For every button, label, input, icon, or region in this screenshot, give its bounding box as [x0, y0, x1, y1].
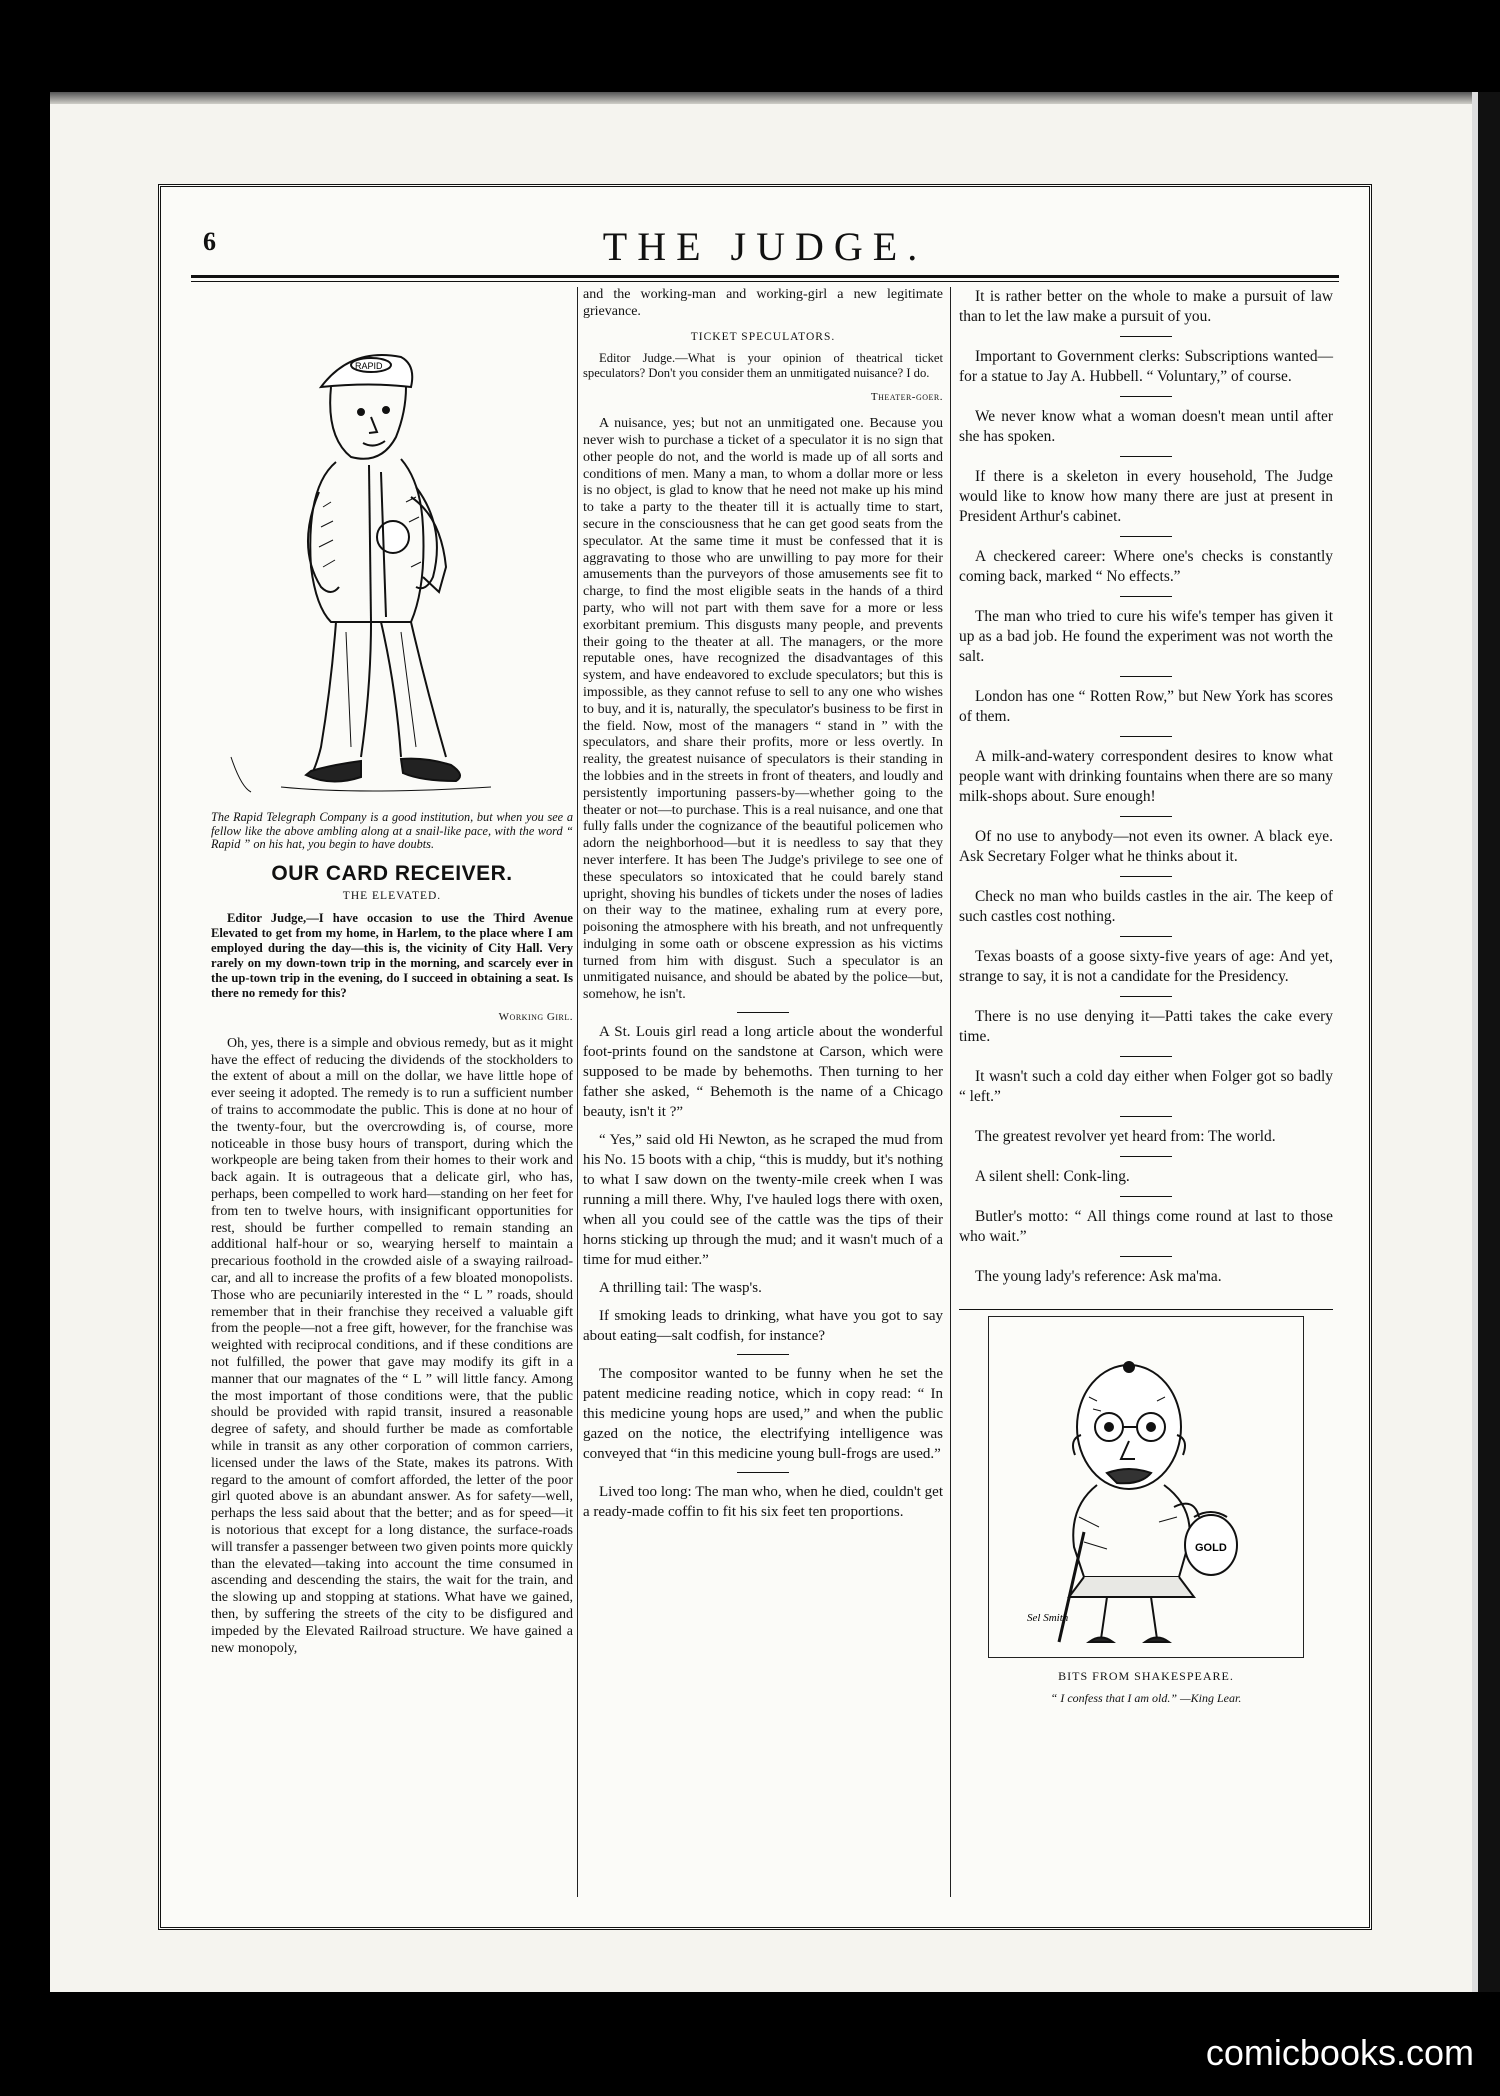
- short-rule: [1120, 396, 1172, 397]
- masthead-rule: [191, 275, 1339, 282]
- reply-elevated: Oh, yes, there is a simple and obvious remedy, but as it might have the effect of reducing the dividends of the stockholders to the extent of about a mill on the dollar, we have little hope of ever seeing it adopted. The remedy is to run a sufficient number of trains to accommodate the public. This is done at no hour of the twenty-four, but the overcrowding is, of course, more noticeable in those busy hours of transport, during which the workpeople are being taken from their homes to their work and back again. It is outrageous that a delicate girl, who has, perhaps, been compelled to work hard—standing on her feet for from ten to twelve hours, with insignificant opportunities for rest, should be further compelled to remain standing an additional half-hour or so, wearying herself to maintain a precarious foothold in the crowded aisle of a swaying railroad-car, and all to increase the profits of a few bloated monopolists. Those who are pecuniarily interested in the “ L ” roads, should remember that in their franchise they received a valuable gift from the people—not a free gift, however, for the franchise was weighted with reciprocal conditions, and if these conditions are not fulfilled, the power that gave may modify its gift in a manner that our magnates of the “ L ” will little fancy. Among the most important of those conditions were, that the public should be provided with rapid transit, insured a reasonable degree of safety, and should further be made as comfortable while in transit as any other corporation of common carriers, licensed under the laws of the State, makes its patrons. With regard to the amount of comfort afforded, the letter of the poor girl quoted above is an abundant answer. As for safety—well, perhaps the less said about that the better; and as for speed—it is notorious that except for a long distance, the surface-roads will transfer a passenger between two given points more quickly than the elevated—taking into account the time consumed in ascending and descending the stairs, the wait for the train, and the slowing up and stopping at stations. What have we gained, then, by suffering the streets of the city to be disfigured and impeded by the Elevated Railroad structure. We have gained a new monopoly,: [211, 1035, 573, 1656]
- short-rule: [737, 1354, 789, 1355]
- short-rule: [1120, 336, 1172, 337]
- column-rule-2: [950, 287, 951, 1897]
- subhead-elevated: THE ELEVATED.: [342, 890, 442, 903]
- joke-item: Butler's motto: “ All things come round at last to those who wait.”: [959, 1208, 1333, 1245]
- site-watermark: comicbooks.com: [1205, 2032, 1474, 2073]
- joke-item: Check no man who builds castles in the air. The keep of such castles cost nothing.: [959, 888, 1333, 925]
- short-rule: [1120, 596, 1172, 597]
- short-rule: [1120, 936, 1172, 937]
- reply-speculators: A nuisance, yes; but not an unmitigated one. Because you never wish to purchase a ticket of a speculator it is no sign that other people do not, and the world is made up of all sorts and conditions of men. Many a man, to whom a dollar more or less is no object, is glad to know that he need not make up his mind to take a party to the theater till it is actually time to start, secure in the consciousness that he can get good seats from the speculator. At the same time it must be confessed that it is aggravating to those who are unwilling to pay more for their amusements than the purveyors of those amusements see fit to charge, to find the most eligible seats in the hands of a third party, who will not part with them save for a more or less exorbitant premium. This disgusts many people, and prevents their going to the theater at all. The managers, or the more reputable ones, have recognized the disadvantages of this system, and have endeavored to exclude speculators; but this is impossible, as they cannot refuse to sell to any one who wishes to buy, and it is, naturally, the speculator's business to be first in the field. Now, most of the managers “ stand in ” with the speculators, and share their profits, more or less overtly. In reality, the greatest nuisance of speculators is their standing in the lobbies and in the streets in front of theaters, and loudly and persistently importuning passers-by—whether going to the theater or not—to purchase. This is a real nuisance, and one that fully falls under the cognizance of the beautiful policemen who adorn the neighborhood—but it is needless to say that they never interfere. It has been The Judge's privilege to see one of these speculators so intoxicated that he could barely stand upright, shoving his bundles of tickets under the noses of ladies on their way to the matinee, exhaling rum at every pore, poisoning the atmosphere with his breath, and not unfrequently indulging in some oath or obscene expression as his victims turned from him with disgust. Such a speculator is an unmitigated nuisance, and should be abated by the police—but, somehow, he isn't.: [583, 416, 943, 1003]
- short-rule: [1120, 676, 1172, 677]
- joke-item: A silent shell: Conk-ling.: [975, 1168, 1130, 1185]
- joke-item: Of no use to anybody—not even its owner. A black eye. Ask Secretary Folger what he thinks about it.: [959, 828, 1333, 865]
- newspaper-page: [158, 184, 1372, 1930]
- cartoon-quote-king-lear: “ I confess that I am old.” —King Lear.: [1050, 1691, 1242, 1705]
- joke-item: It wasn't such a cold day either when Folger got so badly “ left.”: [959, 1068, 1333, 1105]
- section-title-card-receiver: OUR CARD RECEIVER.: [271, 861, 513, 885]
- telegraph-boy-cartoon: [211, 287, 573, 807]
- joke-item: The greatest revolver yet heard from: The world.: [975, 1128, 1276, 1145]
- signature-theater-goer: Theater-goer.: [870, 391, 943, 404]
- para-lived-too-long: Lived too long: The man who, when he died, couldn't get a ready-made coffin to fit his six feet ten proportions.: [583, 1484, 943, 1521]
- paper-top-shadow: [50, 92, 1472, 104]
- telegraph-caption: The Rapid Telegraph Company is a good institution, but when you see a fellow like the above ambling along at a snail-like pace, with the word “ Rapid ” on his hat, you begin to have doubts.: [211, 810, 573, 851]
- joke-item: The young lady's reference: Ask ma'ma.: [975, 1268, 1222, 1285]
- signature-working-girl: Working Girl.: [498, 1011, 573, 1024]
- next-page-strip: [1472, 92, 1500, 1992]
- artist-signature: Sel Smith: [1027, 1612, 1069, 1624]
- masthead: [161, 187, 1369, 271]
- joke-item: If there is a skeleton in every household, The Judge would like to know how many there are just at present in President Arthur's cabinet.: [959, 468, 1333, 525]
- short-rule: [1120, 1116, 1172, 1117]
- joke-item: We never know what a woman doesn't mean until after she has spoken.: [959, 408, 1333, 445]
- para-wasp: A thrilling tail: The wasp's.: [599, 1280, 762, 1297]
- telegraph-boy-illustration: [211, 287, 573, 807]
- para-codfish: If smoking leads to drinking, what have you got to say about eating—salt codfish, for instance?: [583, 1308, 943, 1345]
- short-rule: [1120, 536, 1172, 537]
- short-rule: [1120, 1196, 1172, 1197]
- column-3: [959, 287, 1333, 1708]
- cartoon-caption-bits-from-shakespeare: BITS FROM SHAKESPEARE.: [1058, 1669, 1234, 1683]
- joke-item: A milk-and-watery correspondent desires to know what people want with drinking fountains when there are so many milk-shops about. Sure enough!: [959, 748, 1333, 805]
- old-man-caricature: [989, 1317, 1303, 1657]
- joke-item: Texas boasts of a goose sixty-five years of age: And yet, strange to say, it is not a candidate for the Presidency.: [959, 948, 1333, 985]
- joke-item: There is no use denying it—Patti takes the cake every time.: [959, 1008, 1333, 1045]
- gold-bag-label: GOLD: [1195, 1542, 1227, 1554]
- para-st-louis: A St. Louis girl read a long article about the wonderful foot-prints found on the sandstone at Carson, which were supposed to be made by behemoths. Then turning to her father she asked, “ Behemoth is the name of a Chicago beauty, isn't it ?”: [583, 1024, 943, 1121]
- letter-elevated: Editor Judge,—I have occasion to use the Third Avenue Elevated to get from my home, in Harlem, to the place where I am employed during the day—this is, the vicinity of City Hall. Very rarely on my down-town trip in the morning, and scarcely ever in the up-town trip in the evening, do I succeed in obtaining a seat. Is there no remedy for this?: [211, 911, 573, 1001]
- short-rule: [1120, 1056, 1172, 1057]
- short-rule: [737, 1012, 789, 1013]
- continued-text: and the working-man and working-girl a new legitimate grievance.: [583, 287, 943, 319]
- subhead-ticket-speculators: TICKET SPECULATORS.: [690, 330, 836, 343]
- para-hi-newton: “ Yes,” said old Hi Newton, as he scraped the mud from his No. 15 boots with a chip, “this is muddy, but it's nothing to what I saw down on the twenty-mile creek when I was running a mill there. Why, I've hauled logs there with oxen, when all you could see of the cattle was the tips of their horns sticking up through the mud; and it wasn't much of a time for mud either.”: [583, 1132, 943, 1269]
- short-rule: [1120, 1256, 1172, 1257]
- page-number: 6: [203, 227, 216, 256]
- joke-item: It is rather better on the whole to make a pursuit of law than to let the law make a pursuit of you.: [959, 288, 1333, 325]
- short-rule: [1120, 1156, 1172, 1157]
- short-rule: [737, 1472, 789, 1473]
- column-rule-1: [577, 287, 578, 1897]
- joke-item: The man who tried to cure his wife's temper has given it up as a bad job. He found the experiment was not worth the salt.: [959, 608, 1333, 665]
- short-rule: [1120, 456, 1172, 457]
- short-rule: [1120, 996, 1172, 997]
- hat-label: RAPID: [355, 361, 383, 371]
- joke-item: London has one “ Rotten Row,” but New York has scores of them.: [959, 688, 1333, 725]
- column-1: [211, 287, 573, 1665]
- letter-speculators: Editor Judge.—What is your opinion of theatrical ticket speculators? Don't you consider them an unmitigated nuisance? I do.: [583, 351, 943, 381]
- short-rule: [1120, 816, 1172, 817]
- short-rule: [1120, 876, 1172, 877]
- short-rule: [1120, 736, 1172, 737]
- para-compositor: The compositor wanted to be funny when he set the patent medicine reading notice, which in copy read: “ In this medicine young hops are used,” and when the public gazed on the notice, the electrifying intelligence was conveyed that “in this medicine young bull-frogs are used.”: [583, 1366, 943, 1463]
- section-rule: [959, 1309, 1333, 1310]
- shakespeare-cartoon: [988, 1316, 1304, 1658]
- joke-item: Important to Government clerks: Subscriptions wanted—for a statue to Jay A. Hubbell. “ Voluntary,” of course.: [959, 348, 1333, 385]
- paper-title: THE JUDGE.: [602, 224, 928, 269]
- joke-item: A checkered career: Where one's checks is constantly coming back, marked “ No effects.”: [959, 548, 1333, 585]
- column-2: [583, 287, 943, 1530]
